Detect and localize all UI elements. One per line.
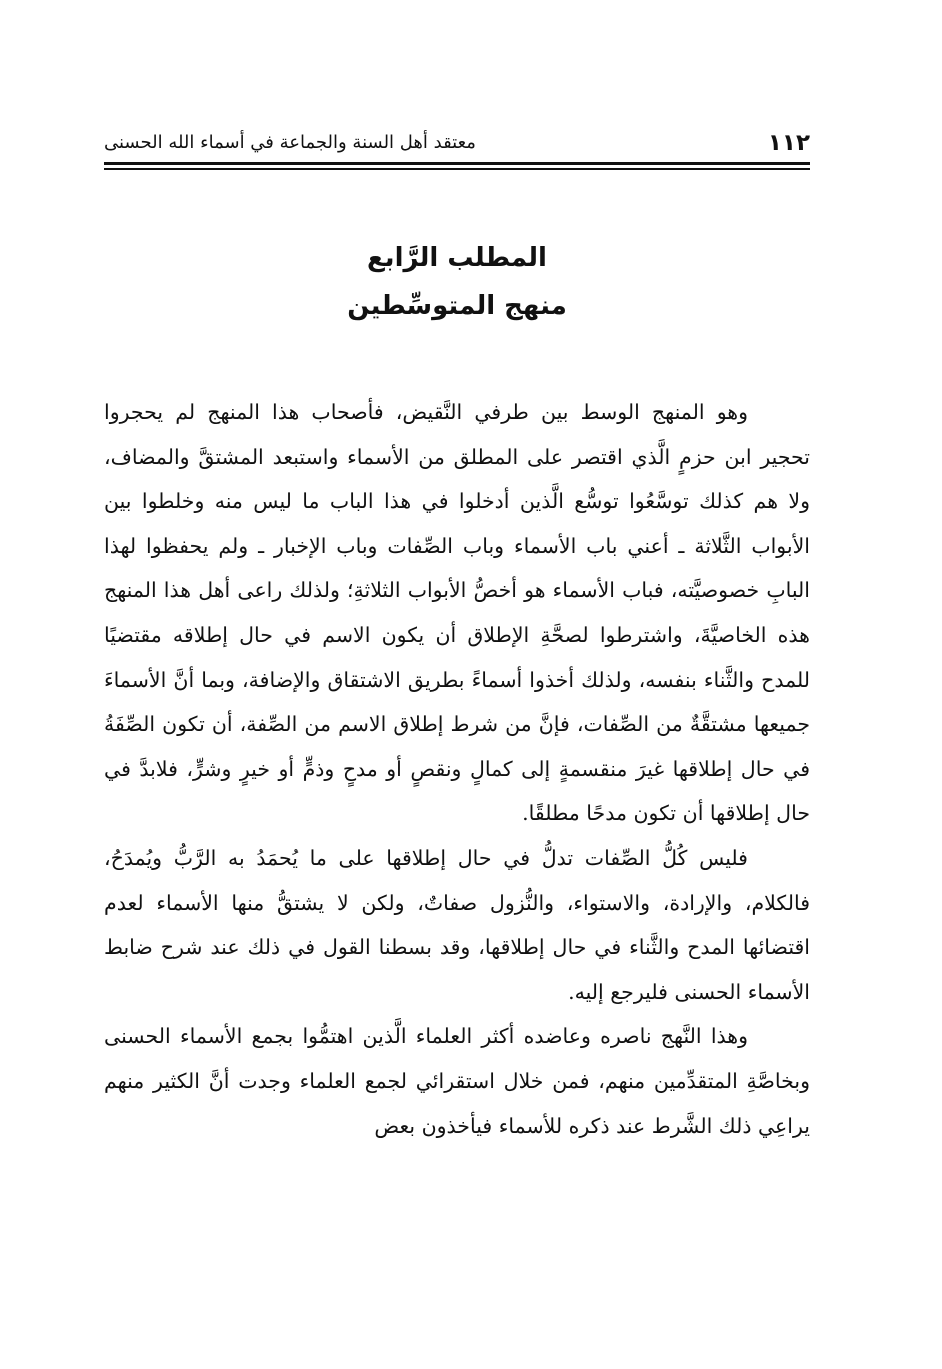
paragraph: فليس كُلُّ الصِّفات تدلُّ في حال إطلاقها على ما يُحمَدُ به الرَّبُّ ويُمدَحُ، فالكلام، والإرادة، والاستواء، والنُّزول صفاتٌ، ولكن لا يشتقُّ منها الأسماء لعدم اقتضائها المدح والثَّناء في حال إطلاقها، وقد بسطنا القول في ذلك عند شرح ضابط الأسماء الحسنى فليرجع إليه. <box>104 845 810 1004</box>
running-title: معتقد أهل السنة والجماعة في أسماء الله الحسنى <box>104 132 476 153</box>
header-rule-thick <box>104 162 810 165</box>
section-label: المطلب الرَّابع <box>367 243 547 273</box>
paragraph: وهو المنهج الوسط بين طرفي النَّقيض، فأصحاب هذا المنهج لم يحجروا تحجير ابن حزمٍ الَّذي اقتصر على المطلق من الأسماء واستبعد المشتقَّ والمضاف، ولا هم كذلك توسَّعُوا توسُّع الَّذين أدخلوا في هذا الباب ما ليس منه وخلطوا بين الأبواب الثَّلاثة ـ أعني باب الأسماء وباب الصِّفات وباب الإخبار ـ ولم يحفظوا لهذا البابِ خصوصيَّته، فباب الأسماء هو أخصُّ الأبواب الثلاثةِ؛ ولذلك راعى أهل هذا المنهج هذه الخاصيَّةَ، واشترطوا لصحَّةِ الإطلاق أن يكون الاسم في حال إطلاقه مقتضيًا للمدح والثَّناء بنفسه، ولذلك أخذوا أسماءً بطريق الاشتقاق والإضافة، وبما أنَّ الأسماءَ جميعها مشتقَّةٌ من الصِّفات، فإنَّ من شرط إطلاق الاسم من الصِّفة، أن تكون الصِّفَةُ في حال إطلاقها غيرَ منقسمةٍ إلى كمالٍ ونقصٍ أو مدحٍ وذمٍّ أو خيرٍ وشرٍّ، فلابدَّ في حال إطلاقها أن تكون مدحًا مطلقًا. <box>104 400 810 826</box>
section-title: منهج المتوسِّطين <box>347 291 567 321</box>
page-number: ١١٢ <box>767 130 810 156</box>
running-header <box>104 118 810 158</box>
paragraph: وهذا النَّهج ناصره وعاضده أكثر العلماء الَّذين اهتمُّوا بجمع الأسماء الحسنى وبخاصَّةِ المتقدِّمين منهم، فمن خلال استقرائي لجمع العلماء وجدت أنَّ الكثير منهم يراعِي ذلك الشَّرط عند ذكره للأسماء فيأخذون بعض <box>104 1024 810 1138</box>
body-text <box>104 390 810 1148</box>
header-rule-thin <box>104 168 810 170</box>
header-double-rule <box>104 162 810 171</box>
